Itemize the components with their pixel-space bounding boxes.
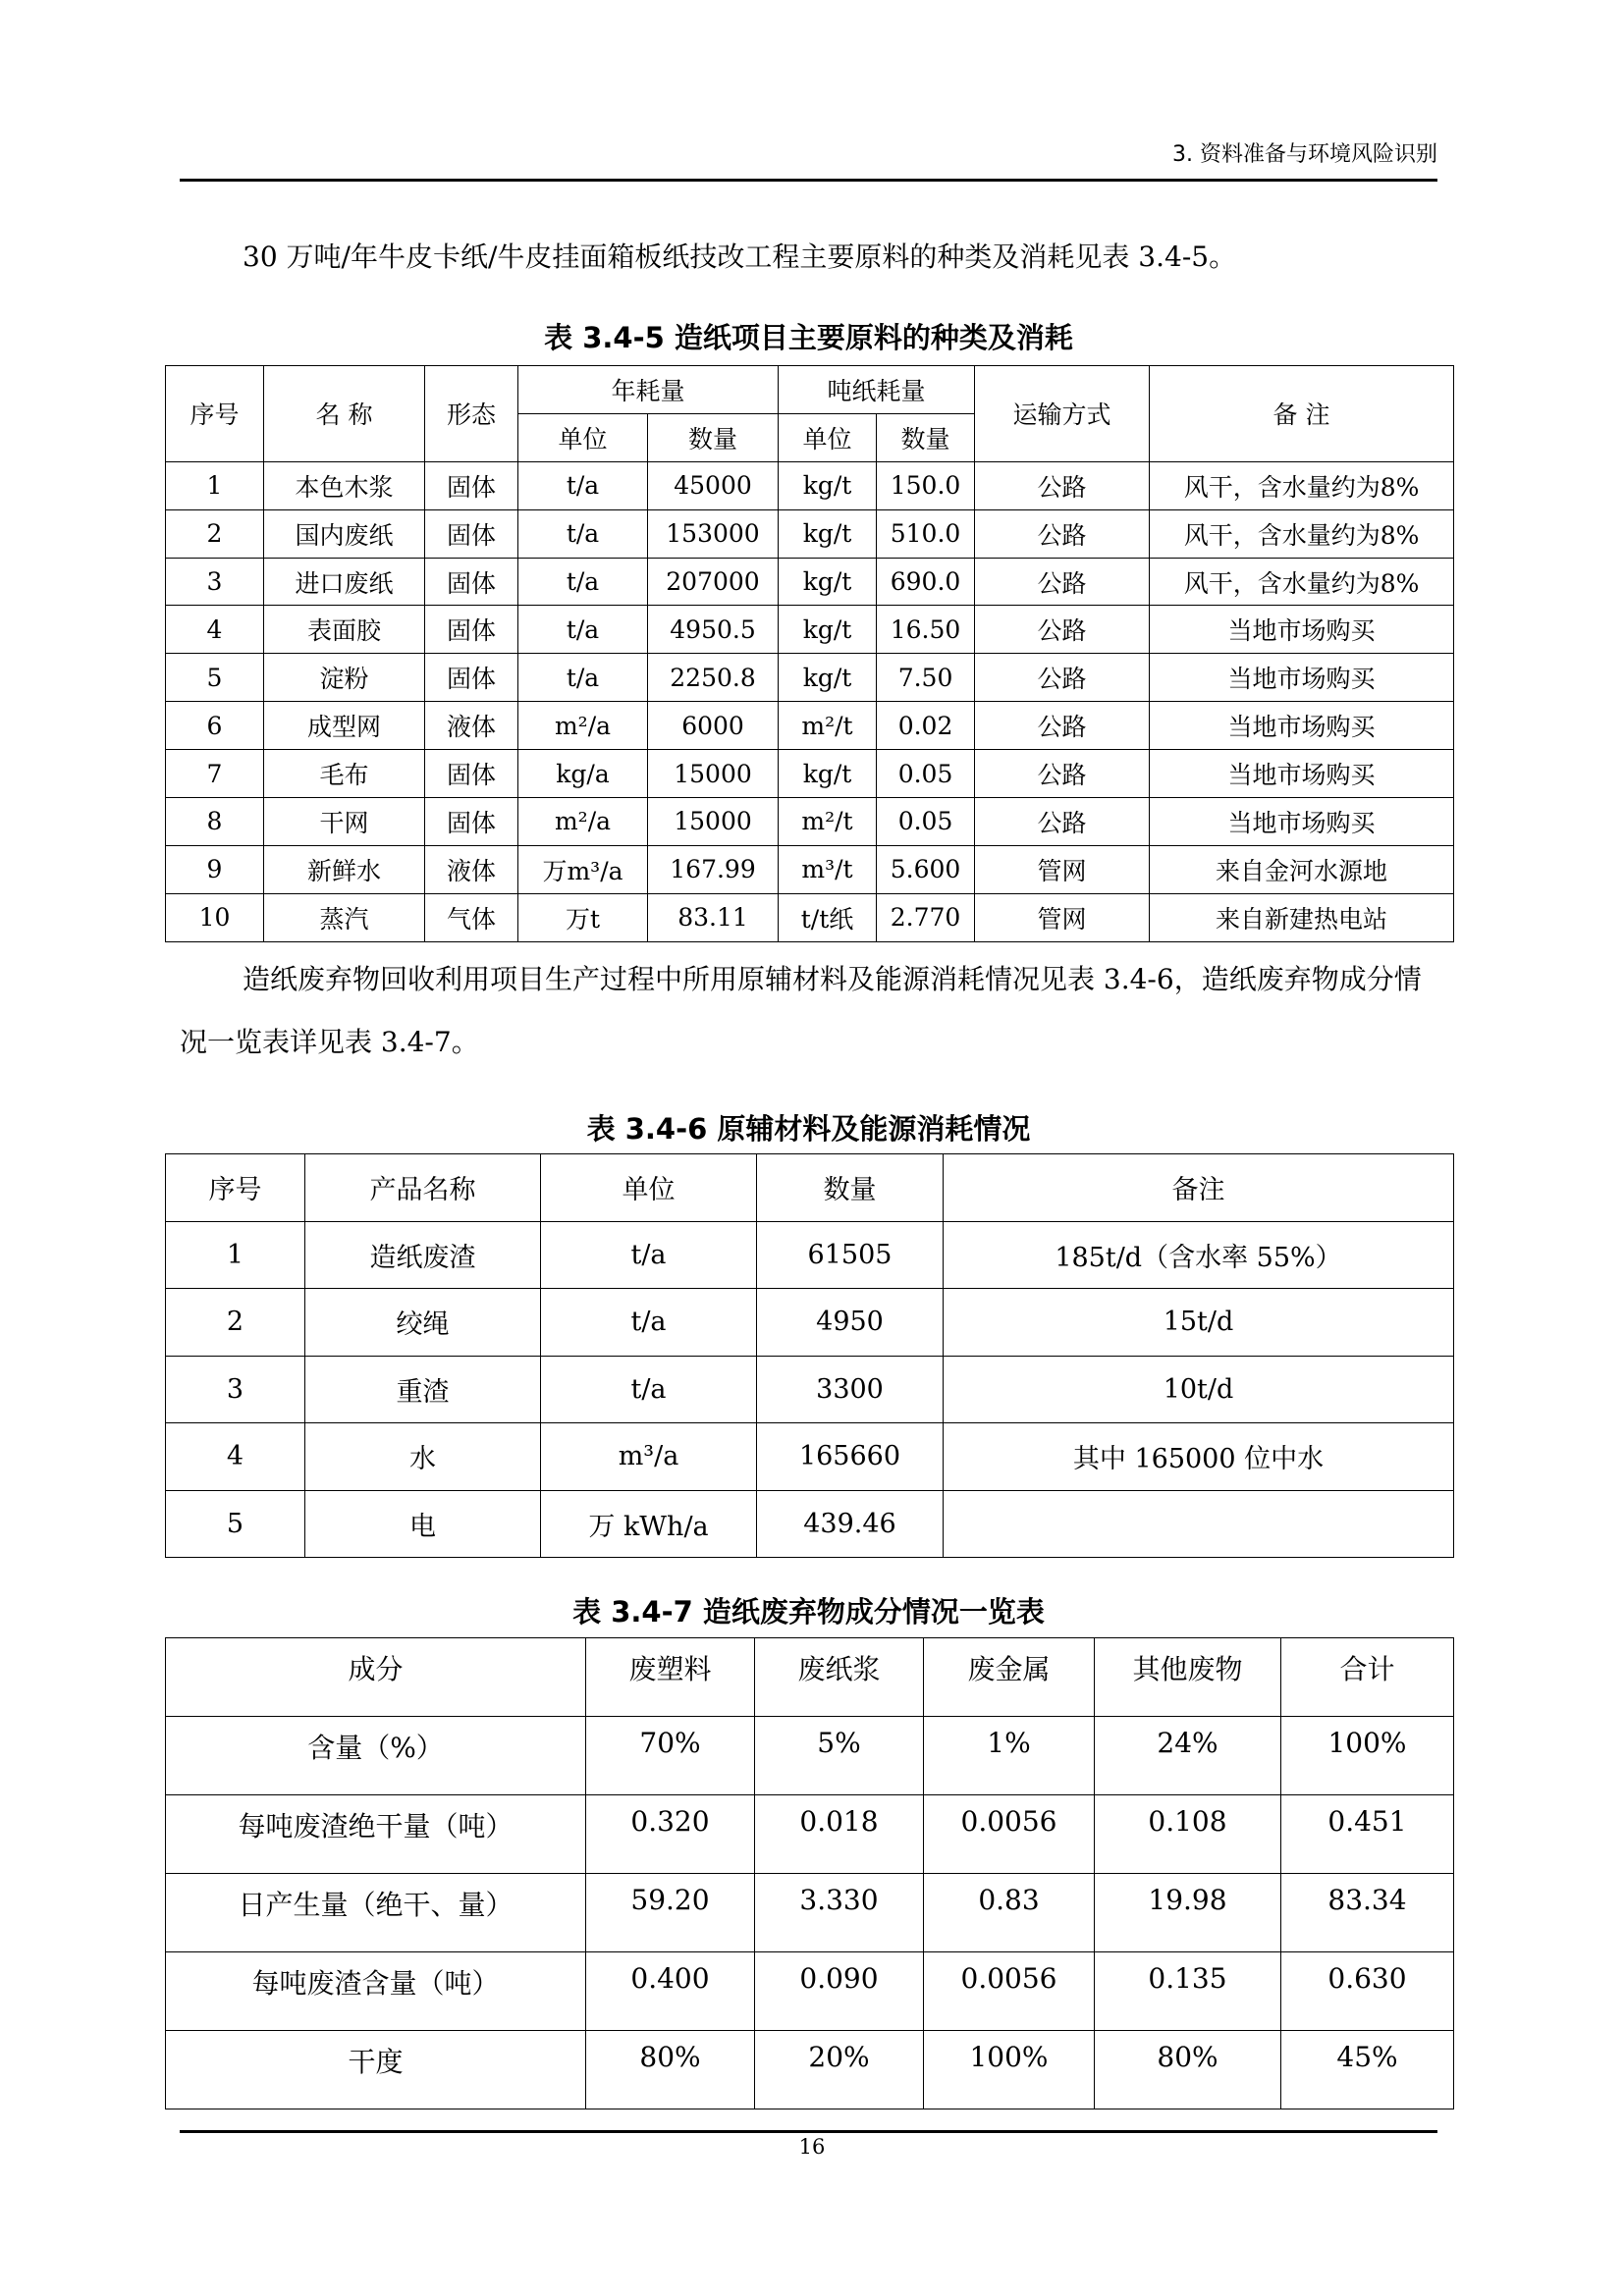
table-1-cell: t/a — [518, 461, 648, 509]
th-note: 备 注 — [1150, 366, 1454, 462]
table-2-cell: 3300 — [757, 1356, 944, 1423]
table-1-cell: m³/t — [779, 845, 877, 893]
th-annual-unit: 单位 — [518, 413, 648, 461]
table-2-row — [166, 1289, 1454, 1357]
intro-2-text: 造纸废弃物回收利用项目生产过程中所用原辅材料及能源消耗情况见表 3.4-6，造纸废弃物成分情况一览表详见表 3.4-7。 — [180, 963, 1422, 1058]
table-1-cell: kg/t — [779, 750, 877, 798]
table-1-cell: 3 — [166, 558, 264, 606]
table-2-cell: 1 — [166, 1221, 305, 1289]
table-2 — [165, 1153, 1454, 1558]
table-1-cell: 当地市场购买 — [1150, 606, 1454, 654]
table-1-cell: 公路 — [975, 654, 1150, 702]
table-1-cell: 万m³/a — [518, 845, 648, 893]
table-3-cell: 每吨废渣含量（吨） — [166, 1952, 586, 2031]
table-3-cell: 80% — [586, 2031, 755, 2109]
table-1-cell: 167.99 — [648, 845, 779, 893]
table-2-cell: 水 — [305, 1423, 541, 1491]
table-1-cell: 风干，含水量约为8% — [1150, 461, 1454, 509]
table-3-cell: 0.451 — [1281, 1795, 1454, 1874]
table-3-cell: 0.83 — [924, 1874, 1095, 1952]
table-1-row — [166, 558, 1454, 606]
table-1-row — [166, 606, 1454, 654]
table-3-cell: 0.320 — [586, 1795, 755, 1874]
table-1-cell: 国内废纸 — [264, 509, 425, 558]
table-2-cell: 2 — [166, 1289, 305, 1357]
table-3-cell: 0.0056 — [924, 1952, 1095, 2031]
table-2-cell: 5 — [166, 1490, 305, 1558]
intro-paragraph-1 — [180, 226, 1437, 289]
th-annual-qty: 数量 — [648, 413, 779, 461]
table-1-cell: 16.50 — [877, 606, 975, 654]
table-2-cell: t/a — [541, 1289, 757, 1357]
running-header: 3. 资料准备与环境风险识别 — [1172, 142, 1437, 167]
table-1-cell: m²/t — [779, 702, 877, 750]
table-3-cell: 0.018 — [755, 1795, 924, 1874]
table-1-cell: kg/a — [518, 750, 648, 798]
table-3 — [165, 1637, 1454, 2109]
table-1-cell: 5.600 — [877, 845, 975, 893]
table-1-cell: 公路 — [975, 702, 1150, 750]
table-3-header-row — [166, 1638, 1454, 1717]
table-3-cell: 1% — [924, 1717, 1095, 1795]
table-1-cell: t/a — [518, 606, 648, 654]
intro-paragraph-2 — [180, 948, 1437, 1074]
table-3-row — [166, 2031, 1454, 2109]
th-perton: 吨纸耗量 — [779, 366, 975, 414]
table-1-cell: 蒸汽 — [264, 893, 425, 941]
table-3-header-cell: 废纸浆 — [755, 1638, 924, 1717]
table-2-cell: 其中 165000 位中水 — [944, 1423, 1454, 1491]
th-perton-unit: 单位 — [779, 413, 877, 461]
table-1-cell: 2.770 — [877, 893, 975, 941]
table-2-cell: 3 — [166, 1356, 305, 1423]
table-1-row — [166, 702, 1454, 750]
table-1-row — [166, 893, 1454, 941]
table-1-cell: 207000 — [648, 558, 779, 606]
table-3-row — [166, 1717, 1454, 1795]
table-1-cell: 150.0 — [877, 461, 975, 509]
table-2-caption: 表 3.4-6 原辅材料及能源消耗情况 — [586, 1112, 1031, 1146]
table-1-cell: 公路 — [975, 798, 1150, 846]
table-3-header-cell: 废金属 — [924, 1638, 1095, 1717]
table-1-cell: 0.02 — [877, 702, 975, 750]
table-1-cell: 83.11 — [648, 893, 779, 941]
footer-rule — [180, 2130, 1437, 2133]
table-2-cell: 造纸废渣 — [305, 1221, 541, 1289]
table-2-row — [166, 1423, 1454, 1491]
table-3-cell: 0.135 — [1095, 1952, 1281, 2031]
table-1-cell: 公路 — [975, 461, 1150, 509]
table-1-cell: 气体 — [425, 893, 518, 941]
table-1-row — [166, 654, 1454, 702]
table-1-cell: 淀粉 — [264, 654, 425, 702]
table-1-cell: m²/t — [779, 798, 877, 846]
table-3-row — [166, 1874, 1454, 1952]
table-2-header-cell: 单位 — [541, 1154, 757, 1222]
table-1-cell: 0.05 — [877, 750, 975, 798]
table-1-cell: kg/t — [779, 461, 877, 509]
table-1-cell: t/a — [518, 509, 648, 558]
table-3-cell: 0.090 — [755, 1952, 924, 2031]
page-number: 16 — [798, 2135, 826, 2159]
table-1-cell: 10 — [166, 893, 264, 941]
table-1-cell: 153000 — [648, 509, 779, 558]
table-2-header-cell: 数量 — [757, 1154, 944, 1222]
table-1-cell: 45000 — [648, 461, 779, 509]
table-2-cell: 万 kWh/a — [541, 1490, 757, 1558]
table-1-cell: 0.05 — [877, 798, 975, 846]
table-1-cell: t/a — [518, 654, 648, 702]
table-3-cell: 100% — [1281, 1717, 1454, 1795]
table-1-cell: 当地市场购买 — [1150, 654, 1454, 702]
table-1-cell: 万t — [518, 893, 648, 941]
table-1-cell: 4950.5 — [648, 606, 779, 654]
table-1-cell: kg/t — [779, 606, 877, 654]
table-2-cell: 165660 — [757, 1423, 944, 1491]
table-1-cell: 8 — [166, 798, 264, 846]
th-form: 形态 — [425, 366, 518, 462]
table-1-cell: 进口废纸 — [264, 558, 425, 606]
table-1-cell: 7 — [166, 750, 264, 798]
table-1-cell: 公路 — [975, 750, 1150, 798]
table-2-cell: 439.46 — [757, 1490, 944, 1558]
table-3-row — [166, 1795, 1454, 1874]
table-3-cell: 80% — [1095, 2031, 1281, 2109]
table-3-cell: 19.98 — [1095, 1874, 1281, 1952]
table-1-cell: 2 — [166, 509, 264, 558]
table-2-cell: 15t/d — [944, 1289, 1454, 1357]
table-1-cell: 7.50 — [877, 654, 975, 702]
table-3-header-cell: 合计 — [1281, 1638, 1454, 1717]
table-2-cell: 4950 — [757, 1289, 944, 1357]
table-1-cell: 2250.8 — [648, 654, 779, 702]
table-1-cell: 9 — [166, 845, 264, 893]
table-2-row — [166, 1490, 1454, 1558]
table-1-row — [166, 509, 1454, 558]
table-1-cell: m²/a — [518, 798, 648, 846]
table-1-cell: 固体 — [425, 750, 518, 798]
th-perton-qty: 数量 — [877, 413, 975, 461]
table-2-header-cell: 产品名称 — [305, 1154, 541, 1222]
table-3-cell: 每吨废渣绝干量（吨） — [166, 1795, 586, 1874]
table-1-cell: 固体 — [425, 558, 518, 606]
table-1-cell: 公路 — [975, 509, 1150, 558]
table-3-cell: 日产生量（绝干、量） — [166, 1874, 586, 1952]
table-1-row — [166, 845, 1454, 893]
table-3-cell: 0.108 — [1095, 1795, 1281, 1874]
table-1-body — [166, 461, 1454, 941]
table-1-cell: 风干，含水量约为8% — [1150, 558, 1454, 606]
table-1-cell: 固体 — [425, 798, 518, 846]
table-2-cell: 4 — [166, 1423, 305, 1491]
table-2-cell: 10t/d — [944, 1356, 1454, 1423]
table-1-cell: 5 — [166, 654, 264, 702]
table-1-cell: 690.0 — [877, 558, 975, 606]
table-2-cell: t/a — [541, 1356, 757, 1423]
table-2-header-cell: 备注 — [944, 1154, 1454, 1222]
table-1-cell: kg/t — [779, 509, 877, 558]
table-2-row — [166, 1356, 1454, 1423]
table-1-cell: kg/t — [779, 654, 877, 702]
table-3-cell: 100% — [924, 2031, 1095, 2109]
table-1-header-row — [166, 366, 1454, 414]
table-2-cell — [944, 1490, 1454, 1558]
table-1-cell: 液体 — [425, 702, 518, 750]
table-3-cell: 59.20 — [586, 1874, 755, 1952]
table-1-cell: 1 — [166, 461, 264, 509]
table-2-cell: 185t/d（含水率 55%） — [944, 1221, 1454, 1289]
header-rule — [180, 179, 1437, 182]
table-1-cell: 来自新建热电站 — [1150, 893, 1454, 941]
th-transport: 运输方式 — [975, 366, 1150, 462]
table-3-caption: 表 3.4-7 造纸废弃物成分情况一览表 — [572, 1595, 1045, 1629]
table-2-cell: t/a — [541, 1221, 757, 1289]
table-1-cell: t/t纸 — [779, 893, 877, 941]
table-3-body — [166, 1638, 1454, 2109]
table-1-cell: kg/t — [779, 558, 877, 606]
table-1-cell: 15000 — [648, 798, 779, 846]
intro-1-text: 30 万吨/年牛皮卡纸/牛皮挂面箱板纸技改工程主要原料的种类及消耗见表 3.4-5。 — [243, 240, 1237, 273]
table-1-cell: t/a — [518, 558, 648, 606]
table-1-cell: 风干，含水量约为8% — [1150, 509, 1454, 558]
table-3-cell: 45% — [1281, 2031, 1454, 2109]
table-1-cell: 6 — [166, 702, 264, 750]
table-1-cell: 毛布 — [264, 750, 425, 798]
table-1-cell: 干网 — [264, 798, 425, 846]
table-2-cell: 绞绳 — [305, 1289, 541, 1357]
table-1-cell: 15000 — [648, 750, 779, 798]
table-3-cell: 24% — [1095, 1717, 1281, 1795]
table-3-header-cell: 成分 — [166, 1638, 586, 1717]
table-1-cell: 表面胶 — [264, 606, 425, 654]
table-2-header-row — [166, 1154, 1454, 1222]
table-1-cell: 4 — [166, 606, 264, 654]
table-1-cell: 液体 — [425, 845, 518, 893]
table-1-cell: 固体 — [425, 606, 518, 654]
table-1-cell: 本色木浆 — [264, 461, 425, 509]
table-1 — [165, 365, 1454, 942]
table-2-cell: 重渣 — [305, 1356, 541, 1423]
table-1-cell: 公路 — [975, 606, 1150, 654]
table-3-cell: 3.330 — [755, 1874, 924, 1952]
table-3-cell: 0.630 — [1281, 1952, 1454, 2031]
table-1-cell: 固体 — [425, 509, 518, 558]
table-1-row — [166, 798, 1454, 846]
table-3-cell: 5% — [755, 1717, 924, 1795]
table-1-cell: 公路 — [975, 558, 1150, 606]
table-1-cell: 固体 — [425, 654, 518, 702]
table-1-row — [166, 750, 1454, 798]
table-3-cell: 0.0056 — [924, 1795, 1095, 1874]
table-3-row — [166, 1952, 1454, 2031]
th-name: 名 称 — [264, 366, 425, 462]
table-3-cell: 83.34 — [1281, 1874, 1454, 1952]
th-no: 序号 — [166, 366, 264, 462]
table-1-cell: 当地市场购买 — [1150, 750, 1454, 798]
table-2-cell: 61505 — [757, 1221, 944, 1289]
table-3-cell: 0.400 — [586, 1952, 755, 2031]
table-3-cell: 20% — [755, 2031, 924, 2109]
table-2-cell: 电 — [305, 1490, 541, 1558]
table-3-cell: 干度 — [166, 2031, 586, 2109]
table-1-cell: 管网 — [975, 893, 1150, 941]
table-1-cell: 来自金河水源地 — [1150, 845, 1454, 893]
table-2-cell: m³/a — [541, 1423, 757, 1491]
table-3-header-cell: 废塑料 — [586, 1638, 755, 1717]
table-2-row — [166, 1221, 1454, 1289]
table-1-cell: 新鲜水 — [264, 845, 425, 893]
table-1-cell: 固体 — [425, 461, 518, 509]
table-3-cell: 70% — [586, 1717, 755, 1795]
table-1-cell: 成型网 — [264, 702, 425, 750]
th-annual: 年耗量 — [518, 366, 779, 414]
table-3-cell: 含量（%） — [166, 1717, 586, 1795]
table-1-cell: 当地市场购买 — [1150, 702, 1454, 750]
table-2-header-cell: 序号 — [166, 1154, 305, 1222]
table-1-caption: 表 3.4-5 造纸项目主要原料的种类及消耗 — [544, 321, 1073, 354]
table-1-row — [166, 461, 1454, 509]
table-3-header-cell: 其他废物 — [1095, 1638, 1281, 1717]
table-2-body — [166, 1154, 1454, 1558]
table-1-cell: 管网 — [975, 845, 1150, 893]
table-1-cell: 6000 — [648, 702, 779, 750]
table-1-cell: 510.0 — [877, 509, 975, 558]
table-1-cell: m²/a — [518, 702, 648, 750]
table-1-cell: 当地市场购买 — [1150, 798, 1454, 846]
